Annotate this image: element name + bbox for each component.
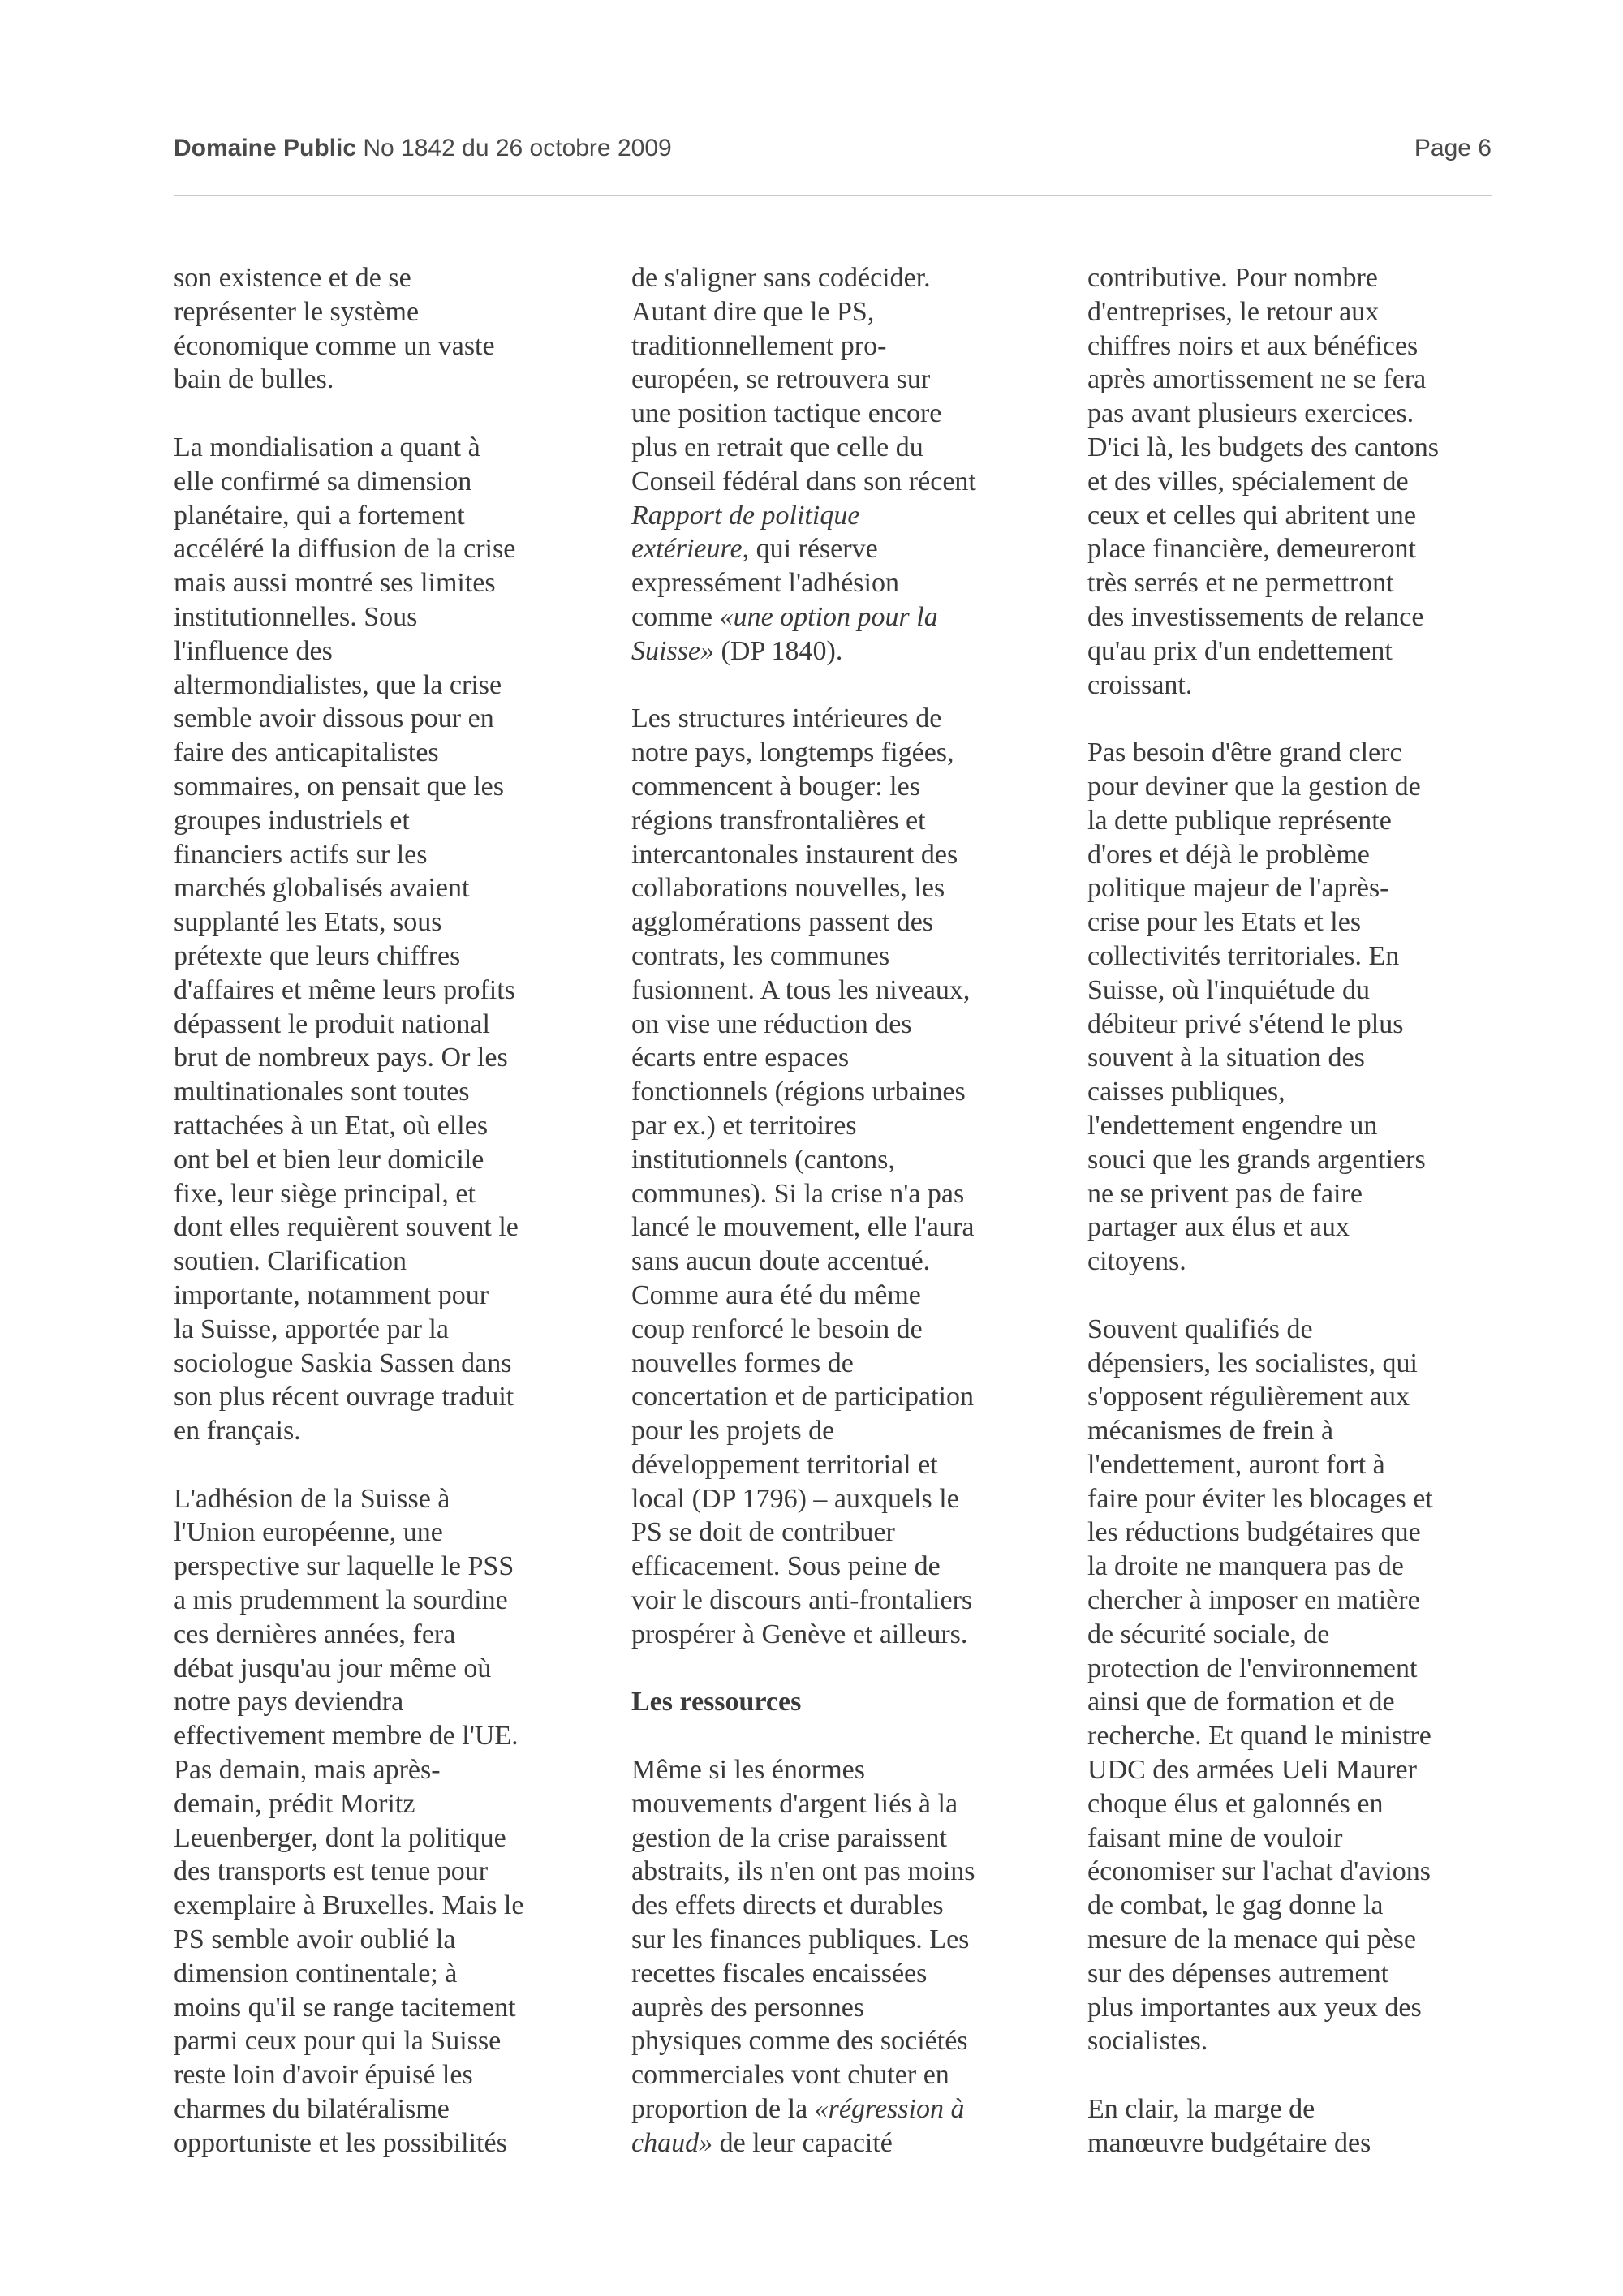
text-line: d'entreprises, le retour aux (1087, 296, 1380, 327)
text-line: économiser sur l'achat d'avions (1087, 1856, 1431, 1887)
text-line: s'opposent régulièrement aux (1087, 1382, 1410, 1412)
text-line: des investissements de relance (1087, 601, 1424, 632)
text-line: dont elles requièrent souvent le (174, 1212, 519, 1243)
text-line: par ex.) et territoires (631, 1110, 857, 1141)
page-number: Page 6 (1414, 135, 1492, 161)
text-line: auprès des personnes (631, 1992, 865, 2023)
text-line: économique comme un vaste (174, 330, 495, 361)
text-line: faire pour éviter les blocages et (1087, 1483, 1433, 1514)
text-line: Pas besoin d'être grand clerc (1087, 737, 1402, 768)
text-line: mouvements d'argent liés à la (631, 1788, 958, 1819)
text-line: dimension continentale; à (174, 1958, 458, 1989)
text-line: gestion de la crise paraissent (631, 1822, 947, 1853)
issue-info: No 1842 du 26 octobre 2009 (356, 135, 672, 161)
text-line: expressément l'adhésion (631, 568, 899, 599)
text-line: choque élus et galonnés en (1087, 1788, 1384, 1819)
text-line: abstraits, ils n'en ont pas moins (631, 1856, 975, 1887)
text-line: commencent à bouger: les (631, 771, 920, 802)
text-fragment: (DP 1840). (714, 635, 843, 666)
text-line (631, 600, 1061, 634)
text-line: agglomérations passent des (631, 907, 934, 938)
text-line: institutionnels (cantons, (631, 1144, 895, 1175)
publication-title: Rapport de politique (631, 500, 860, 531)
text-line: notre pays deviendra (174, 1687, 404, 1718)
text-line: l'endettement engendre un (1087, 1110, 1378, 1141)
paragraph (1087, 261, 1518, 702)
text-line: dépassent le produit national (174, 1008, 490, 1039)
text-line (631, 532, 1061, 566)
text-line: bain de bulles. (174, 364, 334, 395)
text-line: sommaires, on pensait que les (174, 771, 504, 802)
text-line: son plus récent ouvrage traduit (174, 1382, 514, 1412)
text-line: des effets directs et durables (631, 1890, 944, 1921)
text-line: européen, se retrouvera sur (631, 364, 931, 395)
text-line: contributive. Pour nombre (1087, 263, 1378, 293)
text-line: ont bel et bien leur domicile (174, 1144, 484, 1175)
text-line: multinationales sont toutes (174, 1077, 470, 1107)
text-line: brut de nombreux pays. Or les (174, 1043, 508, 1073)
text-line: traditionnellement pro- (631, 330, 887, 361)
text-line: représenter le système (174, 296, 420, 327)
text-line: débiteur privé s'étend le plus (1087, 1008, 1404, 1039)
text-line (631, 499, 1061, 533)
text-line: contrats, les communes (631, 940, 890, 971)
text-line: après amortissement ne se fera (1087, 364, 1427, 395)
text-line: faire des anticapitalistes (174, 737, 439, 768)
text-line: chercher à imposer en matière (1087, 1585, 1420, 1616)
text-line: perspective sur laquelle le PSS (174, 1551, 514, 1582)
text-line: financiers actifs sur les (174, 839, 428, 870)
text-line: soutien. Clarification (174, 1246, 407, 1277)
text-line: qu'au prix d'un endettement (1087, 635, 1393, 666)
header-divider (174, 195, 1492, 196)
text-line: faisant mine de vouloir (1087, 1822, 1343, 1853)
publication-title: extérieure (631, 534, 743, 565)
column-1 (174, 261, 604, 2194)
text-line: charmes du bilatéralisme (174, 2094, 450, 2125)
text-line: semble avoir dissous pour en (174, 703, 494, 734)
text-line: sur des dépenses autrement (1087, 1958, 1389, 1989)
text-line: communes). Si la crise n'a pas (631, 1178, 965, 1209)
text-line: nouvelles formes de (631, 1348, 854, 1378)
text-line: la droite ne manquera pas de (1087, 1551, 1404, 1582)
text-line: ces dernières années, fera (174, 1619, 456, 1649)
text-line: La mondialisation a quant à (174, 432, 480, 462)
text-line: a mis prudemment la sourdine (174, 1585, 508, 1616)
text-line: l'endettement, auront fort à (1087, 1449, 1385, 1480)
text-line: citoyens. (1087, 1246, 1186, 1277)
text-line: Souvent qualifiés de (1087, 1314, 1313, 1344)
paragraph (174, 431, 604, 1448)
text-line: parmi ceux pour qui la Suisse (174, 2026, 502, 2057)
text-line: exemplaire à Bruxelles. Mais le (174, 1890, 524, 1921)
text-line: crise pour les Etats et les (1087, 907, 1362, 938)
quotation: «une option pour la (719, 601, 938, 632)
text-line: l'influence des (174, 635, 333, 666)
text-line: mécanismes de frein à (1087, 1416, 1334, 1447)
text-line: D'ici là, les budgets des cantons (1087, 432, 1439, 462)
text-line: croissant. (1087, 669, 1193, 700)
text-line: Autant dire que le PS, (631, 296, 875, 327)
column-3 (1087, 261, 1518, 2194)
text-line: Pas demain, mais après- (174, 1755, 441, 1786)
text-line: fixe, leur siège principal, et (174, 1178, 476, 1209)
text-fragment: , qui réserve (742, 534, 878, 565)
text-line: local (DP 1796) – auxquels le (631, 1483, 959, 1514)
text-line: prospérer à Genève et ailleurs. (631, 1619, 968, 1649)
text-line: régions transfrontalières et (631, 805, 926, 836)
text-line: souci que les grands argentiers (1087, 1144, 1426, 1175)
text-line: et des villes, spécialement de (1087, 466, 1409, 497)
text-line: groupes industriels et (174, 805, 410, 836)
text-line: reste loin d'avoir épuisé les (174, 2060, 473, 2091)
text-line: importante, notamment pour (174, 1279, 489, 1310)
text-line: commerciales vont chuter en (631, 2060, 949, 2091)
text-line: sociologue Saskia Sassen dans (174, 1348, 512, 1378)
paragraph (174, 1482, 604, 2161)
text-line (631, 2092, 1061, 2126)
paragraph (174, 261, 604, 397)
text-line: des transports est tenue pour (174, 1856, 489, 1887)
text-line: très serrés et ne permettront (1087, 568, 1394, 599)
text-line: plus en retrait que celle du (631, 432, 923, 462)
text-line: voir le discours anti-frontaliers (631, 1585, 973, 1616)
text-line: caisses publiques, (1087, 1077, 1285, 1107)
text-line: fonctionnels (régions urbaines (631, 1077, 966, 1107)
text-line: pour deviner que la gestion de (1087, 771, 1421, 802)
text-line: souvent à la situation des (1087, 1043, 1365, 1073)
text-line: elle confirmé sa dimension (174, 466, 472, 497)
text-line: UDC des armées Ueli Maurer (1087, 1755, 1417, 1786)
text-line: rattachées à un Etat, où elles (174, 1110, 489, 1141)
text-line: protection de l'environnement (1087, 1653, 1418, 1683)
text-line: collectivités territoriales. En (1087, 940, 1400, 971)
text-line: ne se privent pas de faire (1087, 1178, 1363, 1209)
text-line: place financière, demeureront (1087, 534, 1416, 565)
text-line: on vise une réduction des (631, 1008, 912, 1039)
text-line: de s'aligner sans codécider. (631, 263, 931, 293)
page-header (174, 135, 1492, 167)
text-fragment: proportion de la (631, 2094, 815, 2125)
paragraph (1087, 2092, 1518, 2161)
text-line: son existence et de se (174, 263, 411, 293)
quotation: chaud» (631, 2127, 713, 2158)
text-line: opportuniste et les possibilités (174, 2127, 507, 2158)
text-line: collaborations nouvelles, les (631, 873, 945, 904)
text-line: effectivement membre de l'UE. (174, 1721, 519, 1752)
text-line: Conseil fédéral dans son récent (631, 466, 976, 497)
text-line: institutionnelles. Sous (174, 601, 418, 632)
text-line: écarts entre espaces (631, 1043, 850, 1073)
text-fragment: de leur capacité (712, 2127, 893, 2158)
text-line: socialistes. (1087, 2026, 1208, 2057)
text-line: intercantonales instaurent des (631, 839, 958, 870)
text-line: d'ores et déjà le problème (1087, 839, 1370, 870)
text-fragment: comme (631, 601, 720, 632)
paragraph (631, 702, 1061, 1651)
text-line: coup renforcé le besoin de (631, 1314, 923, 1344)
paragraph (631, 261, 1061, 669)
text-line: une position tactique encore (631, 398, 942, 429)
text-line: altermondialistes, que la crise (174, 669, 502, 700)
text-line: d'affaires et même leurs profits (174, 974, 515, 1005)
section-heading: Les ressources (631, 1687, 802, 1718)
text-line: lancé le mouvement, elle l'aura (631, 1212, 975, 1243)
text-line: demain, prédit Moritz (174, 1788, 415, 1819)
paragraph (631, 1753, 1061, 2161)
text-line: physiques comme des sociétés (631, 2026, 968, 2057)
text-line: politique majeur de l'après- (1087, 873, 1389, 904)
text-line: planétaire, qui a fortement (174, 500, 465, 531)
text-line: sur les finances publiques. Les (631, 1924, 970, 1955)
text-line: les réductions budgétaires que (1087, 1517, 1421, 1548)
text-line: recettes fiscales encaissées (631, 1958, 928, 1989)
text-line: PS semble avoir oublié la (174, 1924, 456, 1955)
text-line: Même si les énormes (631, 1755, 865, 1786)
text-line: notre pays, longtemps figées, (631, 737, 954, 768)
text-line: dépensiers, les socialistes, qui (1087, 1348, 1418, 1378)
text-line: Les structures intérieures de (631, 703, 942, 734)
text-line (631, 2126, 1061, 2161)
text-line: pour les projets de (631, 1416, 835, 1447)
text-line: de combat, le gag donne la (1087, 1890, 1384, 1921)
text-line: Suisse, où l'inquiétude du (1087, 974, 1371, 1005)
text-line: efficacement. Sous peine de (631, 1551, 941, 1582)
text-line: en français. (174, 1416, 301, 1447)
text-line: débat jusqu'au jour même où (174, 1653, 492, 1683)
text-line: marchés globalisés avaient (174, 873, 470, 904)
text-line: fusionnent. A tous les niveaux, (631, 974, 971, 1005)
text-line: la Suisse, apportée par la (174, 1314, 449, 1344)
text-line: pas avant plusieurs exercices. (1087, 398, 1414, 429)
text-line: mesure de la menace qui pèse (1087, 1924, 1416, 1955)
text-line: accéléré la diffusion de la crise (174, 534, 516, 565)
publication-name: Domaine Public (174, 135, 357, 161)
text-line: chiffres noirs et aux bénéfices (1087, 330, 1419, 361)
text-line: manœuvre budgétaire des (1087, 2127, 1371, 2158)
quotation: Suisse» (631, 635, 714, 666)
text-line: prétexte que leurs chiffres (174, 940, 461, 971)
column-2 (631, 261, 1061, 2194)
paragraph (1087, 1313, 1518, 2059)
text-line: développement territorial et (631, 1449, 938, 1480)
text-line: l'Union européenne, une (174, 1517, 443, 1548)
text-line: L'adhésion de la Suisse à (174, 1483, 450, 1514)
text-line: Comme aura été du même (631, 1279, 921, 1310)
text-line: Leuenberger, dont la politique (174, 1822, 506, 1853)
text-line: moins qu'il se range tacitement (174, 1992, 516, 2023)
text-line: mais aussi montré ses limites (174, 568, 496, 599)
text-line: ceux et celles qui abritent une (1087, 500, 1416, 531)
paragraph (1087, 736, 1518, 1279)
text-line: recherche. Et quand le ministre (1087, 1721, 1431, 1752)
text-line: sans aucun doute accentué. (631, 1246, 931, 1277)
text-line: ainsi que de formation et de (1087, 1687, 1395, 1718)
text-line: de sécurité sociale, de (1087, 1619, 1330, 1649)
text-line: supplanté les Etats, sous (174, 907, 442, 938)
text-line: la dette publique représente (1087, 805, 1392, 836)
text-line (631, 634, 1061, 669)
text-line: partager aux élus et aux (1087, 1212, 1350, 1243)
text-line: PS se doit de contribuer (631, 1517, 895, 1548)
text-line: concertation et de participation (631, 1382, 974, 1412)
text-line: plus importantes aux yeux des (1087, 1992, 1422, 2023)
quotation: «régression à (814, 2094, 965, 2125)
text-line: En clair, la marge de (1087, 2094, 1315, 2125)
